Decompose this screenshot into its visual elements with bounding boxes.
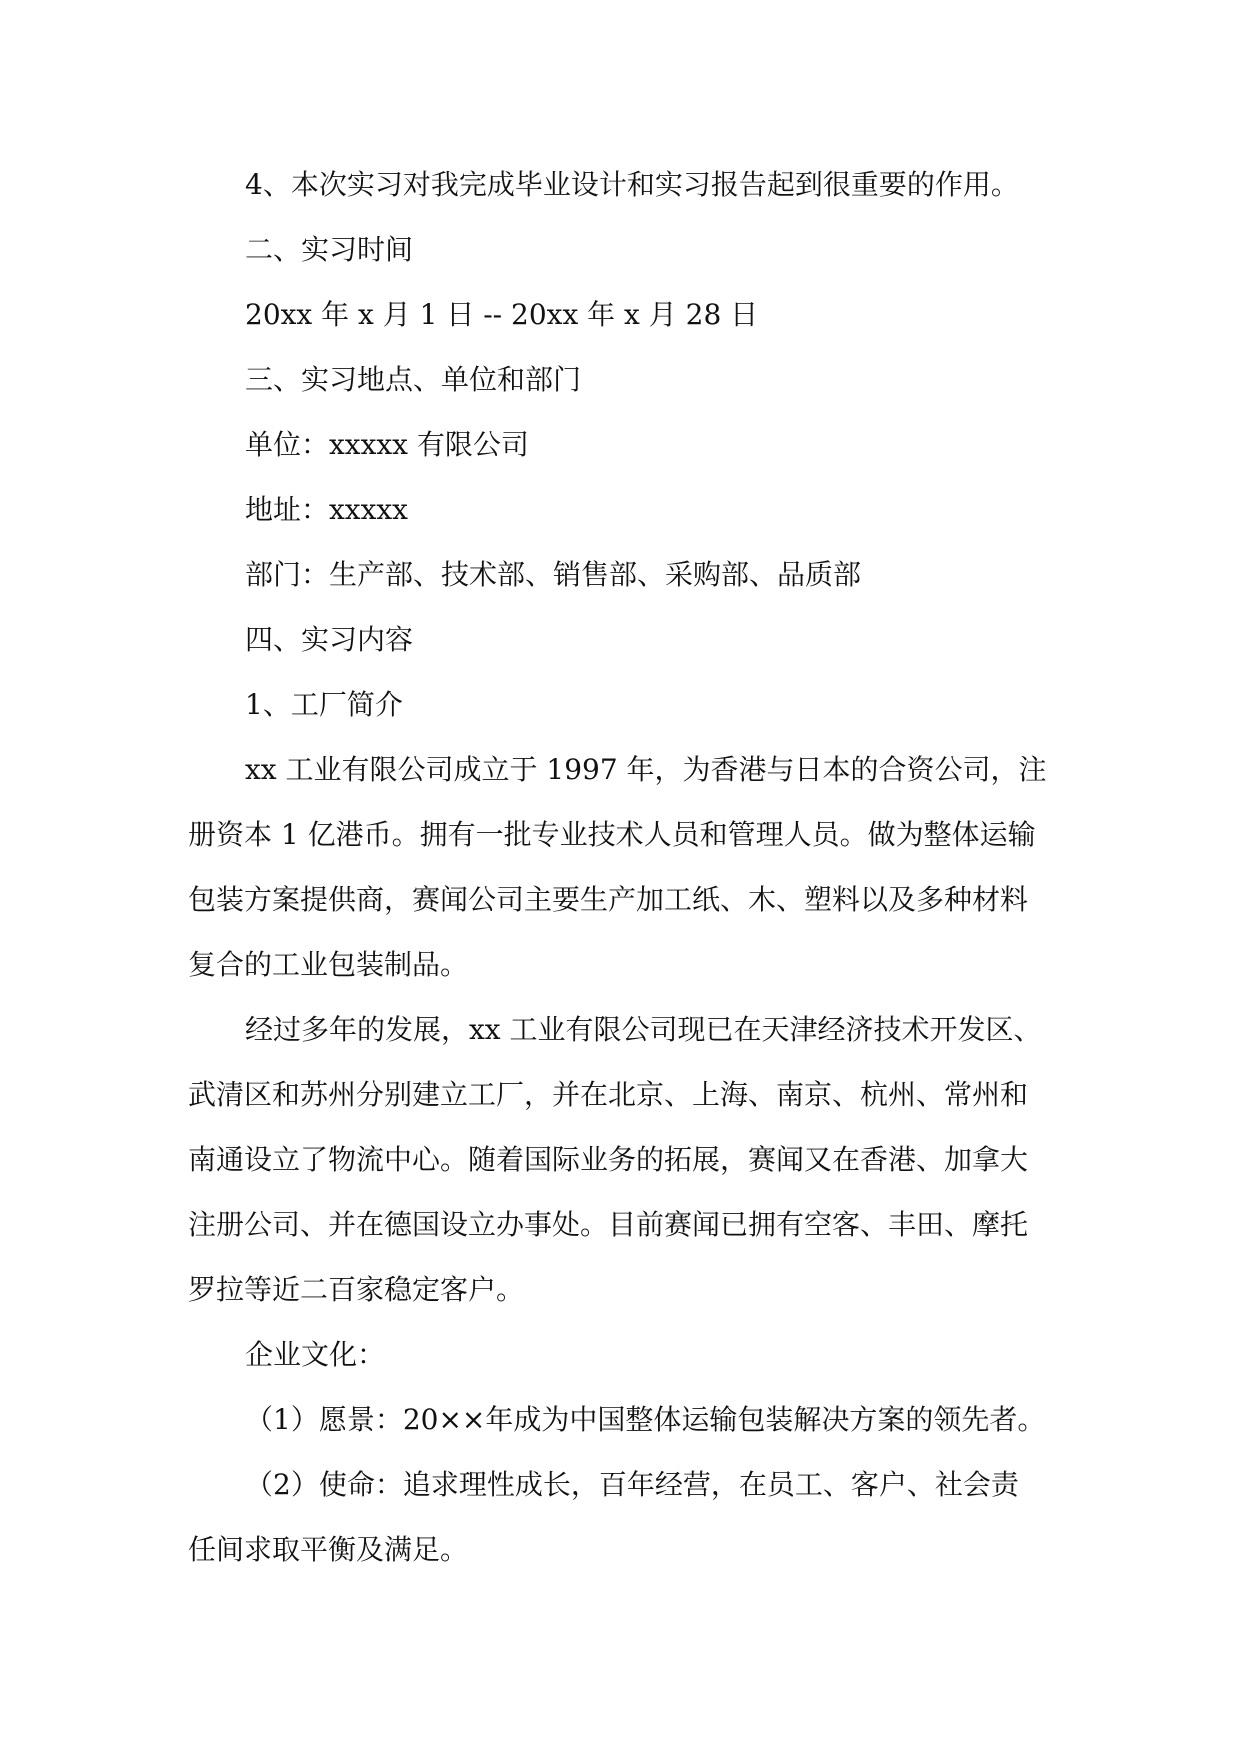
text-line: 南通设立了物流中心。随着国际业务的拓展，赛闻又在香港、加拿大: [188, 1143, 1029, 1176]
text-line: 4、本次实习对我完成毕业设计和实习报告起到很重要的作用。: [245, 168, 1019, 201]
text-line: 武清区和苏州分别建立工厂，并在北京、上海、南京、杭州、常州和: [188, 1078, 1029, 1111]
text-line: 包装方案提供商，赛闻公司主要生产加工纸、木、塑料以及多种材料: [188, 883, 1029, 916]
subsection-heading: 1、工厂简介: [245, 688, 403, 721]
text-line: 经过多年的发展，xx 工业有限公司现已在天津经济技术开发区、: [245, 1013, 1042, 1046]
text-line: 部门：生产部、技术部、销售部、采购部、品质部: [245, 558, 862, 591]
text-line: xx 工业有限公司成立于 1997 年，为香港与日本的合资公司，注: [245, 753, 1047, 786]
text-line: （2）使命：追求理性成长，百年经营，在员工、客户、社会责: [245, 1468, 1019, 1501]
section-heading-location: 三、实习地点、单位和部门: [245, 363, 582, 396]
text-line: 20xx 年 x 月 1 日 -- 20xx 年 x 月 28 日: [245, 298, 759, 331]
text-line: 罗拉等近二百家稳定客户。: [188, 1273, 525, 1306]
text-line: 复合的工业包装制品。: [188, 948, 469, 981]
text-line: 单位：xxxxx 有限公司: [245, 428, 529, 461]
text-line: 册资本 1 亿港币。拥有一批专业技术人员和管理人员。做为整体运输: [188, 818, 1036, 851]
section-heading-time: 二、实习时间: [245, 233, 414, 266]
text-line: 任间求取平衡及满足。: [188, 1533, 469, 1566]
section-heading-content: 四、实习内容: [245, 623, 414, 656]
text-line: （1）愿景：20××年成为中国整体运输包装解决方案的领先者。: [245, 1403, 1046, 1436]
text-line: 企业文化：: [245, 1338, 386, 1371]
text-line: 地址：xxxxx: [245, 493, 408, 526]
document-body: [188, 152, 1056, 1582]
text-line: 注册公司、并在德国设立办事处。目前赛闻已拥有空客、丰田、摩托: [188, 1208, 1029, 1241]
